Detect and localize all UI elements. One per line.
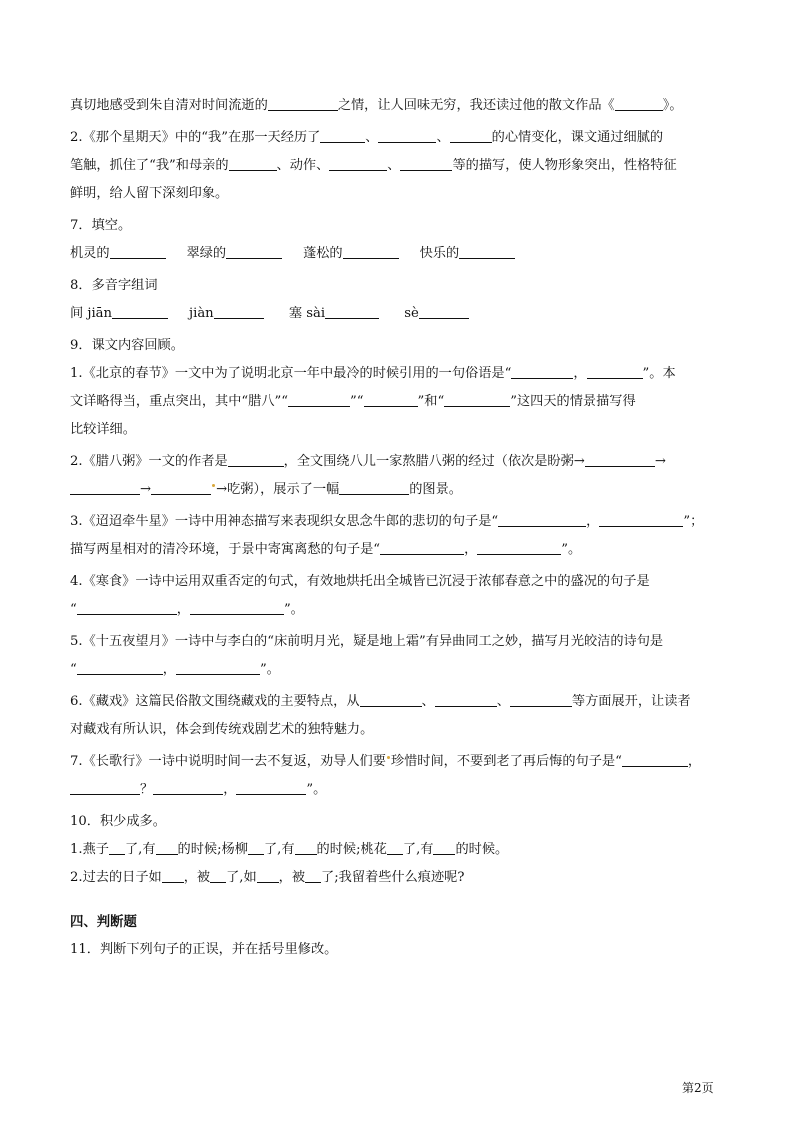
blank[interactable] [329, 156, 387, 171]
blank[interactable] [400, 156, 452, 171]
page-number: 第2页 [682, 1081, 714, 1095]
blank[interactable] [615, 96, 663, 111]
blank[interactable] [305, 868, 321, 883]
blank[interactable] [228, 452, 284, 467]
blank[interactable] [77, 660, 163, 675]
blank[interactable] [419, 304, 469, 319]
blank[interactable] [226, 244, 282, 259]
blank[interactable] [257, 868, 279, 883]
question-9-2-line-2: → →吃粥），展示了一幅 的图景。 [70, 480, 725, 500]
question-9-7-line-1: 7.《长歌行》一诗中说明时间一去不复返，劝导人们要 珍惜时间，不要到老了再后悔的句子是“ ， [70, 754, 702, 769]
blank[interactable] [295, 840, 317, 855]
question-7-blanks: 机灵的 翠绿的 蓬松的 快乐的 [70, 244, 725, 264]
blank[interactable] [450, 128, 492, 143]
blank[interactable] [343, 244, 399, 259]
question-2-line-3: 鲜明，给人留下深刻印象。 [70, 186, 229, 201]
question-9-6-line-1: 6.《藏戏》这篇民俗散文围绕藏戏的主要特点，从 、 、 等方面展开，让读者 [70, 694, 691, 709]
blank[interactable] [176, 660, 260, 675]
blank[interactable] [599, 512, 683, 527]
question-9-5-line-1: 5.《十五夜望月》一诗中与李白的“床前明月光，疑是地上霜”有异曲同工之妙，描写月光皎洁的诗句是 [70, 634, 664, 649]
blank[interactable] [70, 780, 140, 795]
blank[interactable] [435, 692, 497, 707]
blank[interactable] [364, 392, 418, 407]
blank[interactable] [236, 780, 306, 795]
blank[interactable] [622, 752, 688, 767]
blank[interactable] [511, 364, 573, 379]
blank[interactable] [360, 692, 422, 707]
blank[interactable] [378, 128, 436, 143]
question-11: 11．判断下列句子的正误，并在括号里修改。 [70, 942, 338, 957]
blank[interactable] [380, 540, 464, 555]
blank[interactable] [433, 840, 455, 855]
blank[interactable] [587, 364, 643, 379]
blank[interactable] [444, 392, 510, 407]
blank[interactable] [156, 840, 178, 855]
question-10-1: 1.燕子 了,有 的时候;杨柳 了,有 的时候;桃花 了,有 的时候。 [70, 842, 509, 857]
question-9-3-line-1: 3.《迢迢牵牛星》一诗中用神态描写来表现织女思念牛郎的悲切的句子是“ ， ”； [70, 514, 704, 529]
blank[interactable] [325, 304, 379, 319]
blank[interactable] [190, 600, 284, 615]
blank[interactable] [248, 840, 264, 855]
blank[interactable] [229, 156, 277, 171]
blank[interactable] [153, 780, 223, 795]
question-2-line-1: 2.《那个星期天》中的“我”在那一天经历了 、 、 的心情变化，课文通过细腻的 [70, 130, 664, 145]
blank[interactable] [151, 480, 211, 495]
question-8-title: 8．多音字组词 [70, 278, 158, 293]
blank[interactable] [112, 304, 168, 319]
blank[interactable] [477, 540, 561, 555]
question-10-title: 10．积少成多。 [70, 814, 166, 829]
question-9-1-line-1: 1.《北京的春节》一文中为了说明北京一年中最冷的时候引用的一句俗语是“ ， ”。本 [70, 366, 676, 381]
question-9-1-line-3: 比较详细。 [70, 422, 136, 437]
question-9-5-line-2: “ ， ”。 [70, 662, 280, 677]
stray-dot [387, 756, 390, 759]
question-7-title: 7．填空。 [70, 218, 132, 233]
blank[interactable] [162, 868, 184, 883]
question-9-6-line-2: 对藏戏有所认识，体会到传统戏剧艺术的独特魅力。 [70, 722, 374, 737]
section-title-judgement: 四、判断题 [70, 914, 137, 930]
blank[interactable] [268, 96, 338, 111]
blank[interactable] [110, 244, 166, 259]
question-10-2: 2.过去的日子如 ，被 了,如 ，被 了;我留着些什么痕迹呢? [70, 870, 465, 885]
question-2-line-2: 笔触，抓住了“我”和母亲的 、动作、 、 等的描写，使人物形象突出，性格特征 [70, 158, 677, 173]
blank[interactable] [109, 840, 125, 855]
question-8-blanks: 间 jiān jiàn 塞 sài sè [70, 304, 725, 324]
stray-dot [212, 484, 215, 487]
question-9-3-line-2: 描写两星相对的清冷环境，于景中寄寓离愁的句子是“ ， ”。 [70, 542, 582, 557]
question-9-4-line-2: “ ， ”。 [70, 602, 304, 617]
text-line-1: 真切地感受到朱自清对时间流逝的 之情，让人回味无穷，我还读过他的散文作品《 》。 [70, 98, 683, 113]
blank[interactable] [510, 692, 572, 707]
blank[interactable] [339, 480, 409, 495]
blank[interactable] [387, 840, 403, 855]
blank[interactable] [77, 600, 177, 615]
blank[interactable] [210, 868, 226, 883]
blank[interactable] [70, 480, 140, 495]
blank[interactable] [214, 304, 264, 319]
worksheet-page [70, 96, 725, 960]
question-9-title: 9．课文内容回顾。 [70, 338, 184, 353]
blank[interactable] [320, 128, 365, 143]
blank[interactable] [585, 452, 655, 467]
question-9-2-line-1: 2.《腊八粥》一文的作者是 ，全文围绕八儿一家熬腊八粥的经过（依次是盼粥→ → [70, 454, 666, 469]
question-9-1-line-2: 文详略得当，重点突出，其中“腊八”“ ”“ ”和“ ”这四天的情景描写得 [70, 394, 636, 409]
question-9-7-line-2: ？ ， ”。 [70, 780, 725, 800]
blank[interactable] [459, 244, 515, 259]
blank[interactable] [288, 392, 350, 407]
question-9-4-line-1: 4.《寒食》一诗中运用双重否定的句式，有效地烘托出全城皆已沉浸于浓郁春意之中的盛况的句子是 [70, 574, 650, 589]
blank[interactable] [498, 512, 586, 527]
